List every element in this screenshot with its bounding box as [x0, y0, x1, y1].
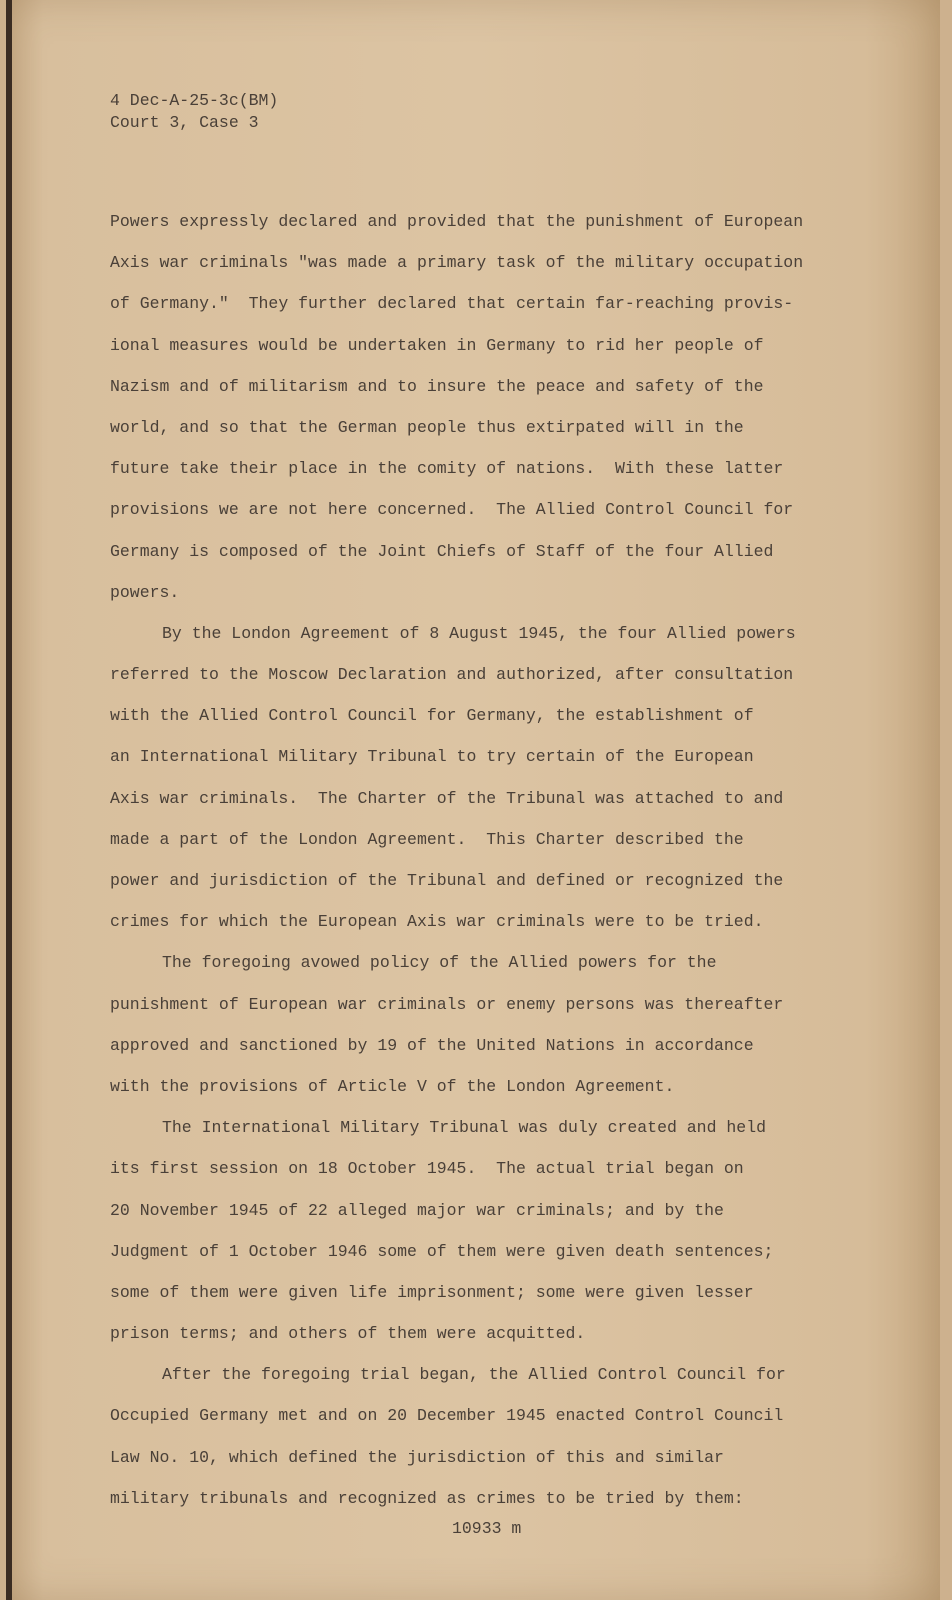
text-line: Axis war criminals. The Charter of the Tribunal was attached to and — [110, 788, 784, 808]
reference-code: 4 Dec-A-25-3c(BM) — [110, 91, 279, 110]
text-line: made a part of the London Agreement. This Charter described the — [110, 829, 744, 849]
text-line: prison terms; and others of them were acquitted. — [110, 1324, 586, 1344]
text-line: crimes for which the European Axis war criminals were to be tried. — [110, 912, 764, 932]
paragraph-start-line: After the foregoing trial began, the Allied Control Council for — [162, 1365, 786, 1385]
binding-edge — [6, 0, 12, 1600]
text-line: power and jurisdiction of the Tribunal and defined or recognized the — [110, 871, 784, 890]
text-line: powers. — [110, 582, 180, 602]
text-line: Powers expressly declared and provided that the punishment of European — [110, 212, 804, 231]
text-line: punishment of European war criminals or enemy persons was thereafter — [110, 994, 784, 1014]
paragraph-start-line: The foregoing avowed policy of the Allied powers for the — [162, 953, 717, 973]
text-line: Law No. 10, which defined the jurisdiction of this and similar — [110, 1447, 724, 1467]
text-line: an International Military Tribunal to try certain of the European — [110, 747, 754, 767]
text-line: future take their place in the comity of nations. With these latter — [110, 459, 784, 479]
text-line: Occupied Germany met and on 20 December 1945 enacted Control Council — [110, 1406, 784, 1426]
document-body — [110, 210, 910, 1528]
text-line: ional measures would be undertaken in Germany to rid her people of — [110, 335, 764, 355]
text-line: 20 November 1945 of 22 alleged major war criminals; and by the — [110, 1200, 724, 1220]
text-line: Judgment of 1 October 1946 some of them were given death sentences; — [110, 1241, 774, 1261]
court-case-line: Court 3, Case 3 — [110, 113, 259, 132]
text-line: referred to the Moscow Declaration and authorized, after consultation — [110, 665, 794, 685]
text-line: military tribunals and recognized as crimes to be tried by them: — [110, 1488, 744, 1508]
text-line: provisions we are not here concerned. The Allied Control Council for — [110, 500, 794, 520]
page-number: 10933 m — [452, 1519, 522, 1538]
text-line: approved and sanctioned by 19 of the United Nations in accordance — [110, 1035, 754, 1055]
text-line: with the Allied Control Council for Germany, the establishment of — [110, 706, 754, 726]
text-line: Germany is composed of the Joint Chiefs of Staff of the four Allied — [110, 541, 774, 561]
document-header — [110, 90, 278, 134]
text-line: world, and so that the German people thus extirpated will in the — [110, 417, 744, 437]
paragraph-start-line: By the London Agreement of 8 August 1945, the four Allied powers — [162, 623, 796, 643]
text-line: Axis war criminals "was made a primary task of the military occupation — [110, 253, 804, 273]
text-line: with the provisions of Article V of the London Agreement. — [110, 1076, 675, 1096]
text-line: its first session on 18 October 1945. The actual trial began on — [110, 1159, 744, 1179]
paragraph-start-line: The International Military Tribunal was duly created and held — [162, 1118, 766, 1138]
text-line: Nazism and of militarism and to insure the peace and safety of the — [110, 376, 764, 396]
text-line: some of them were given life imprisonment; some were given lesser — [110, 1282, 754, 1302]
text-line: of Germany." They further declared that certain far-reaching provis- — [110, 294, 794, 314]
